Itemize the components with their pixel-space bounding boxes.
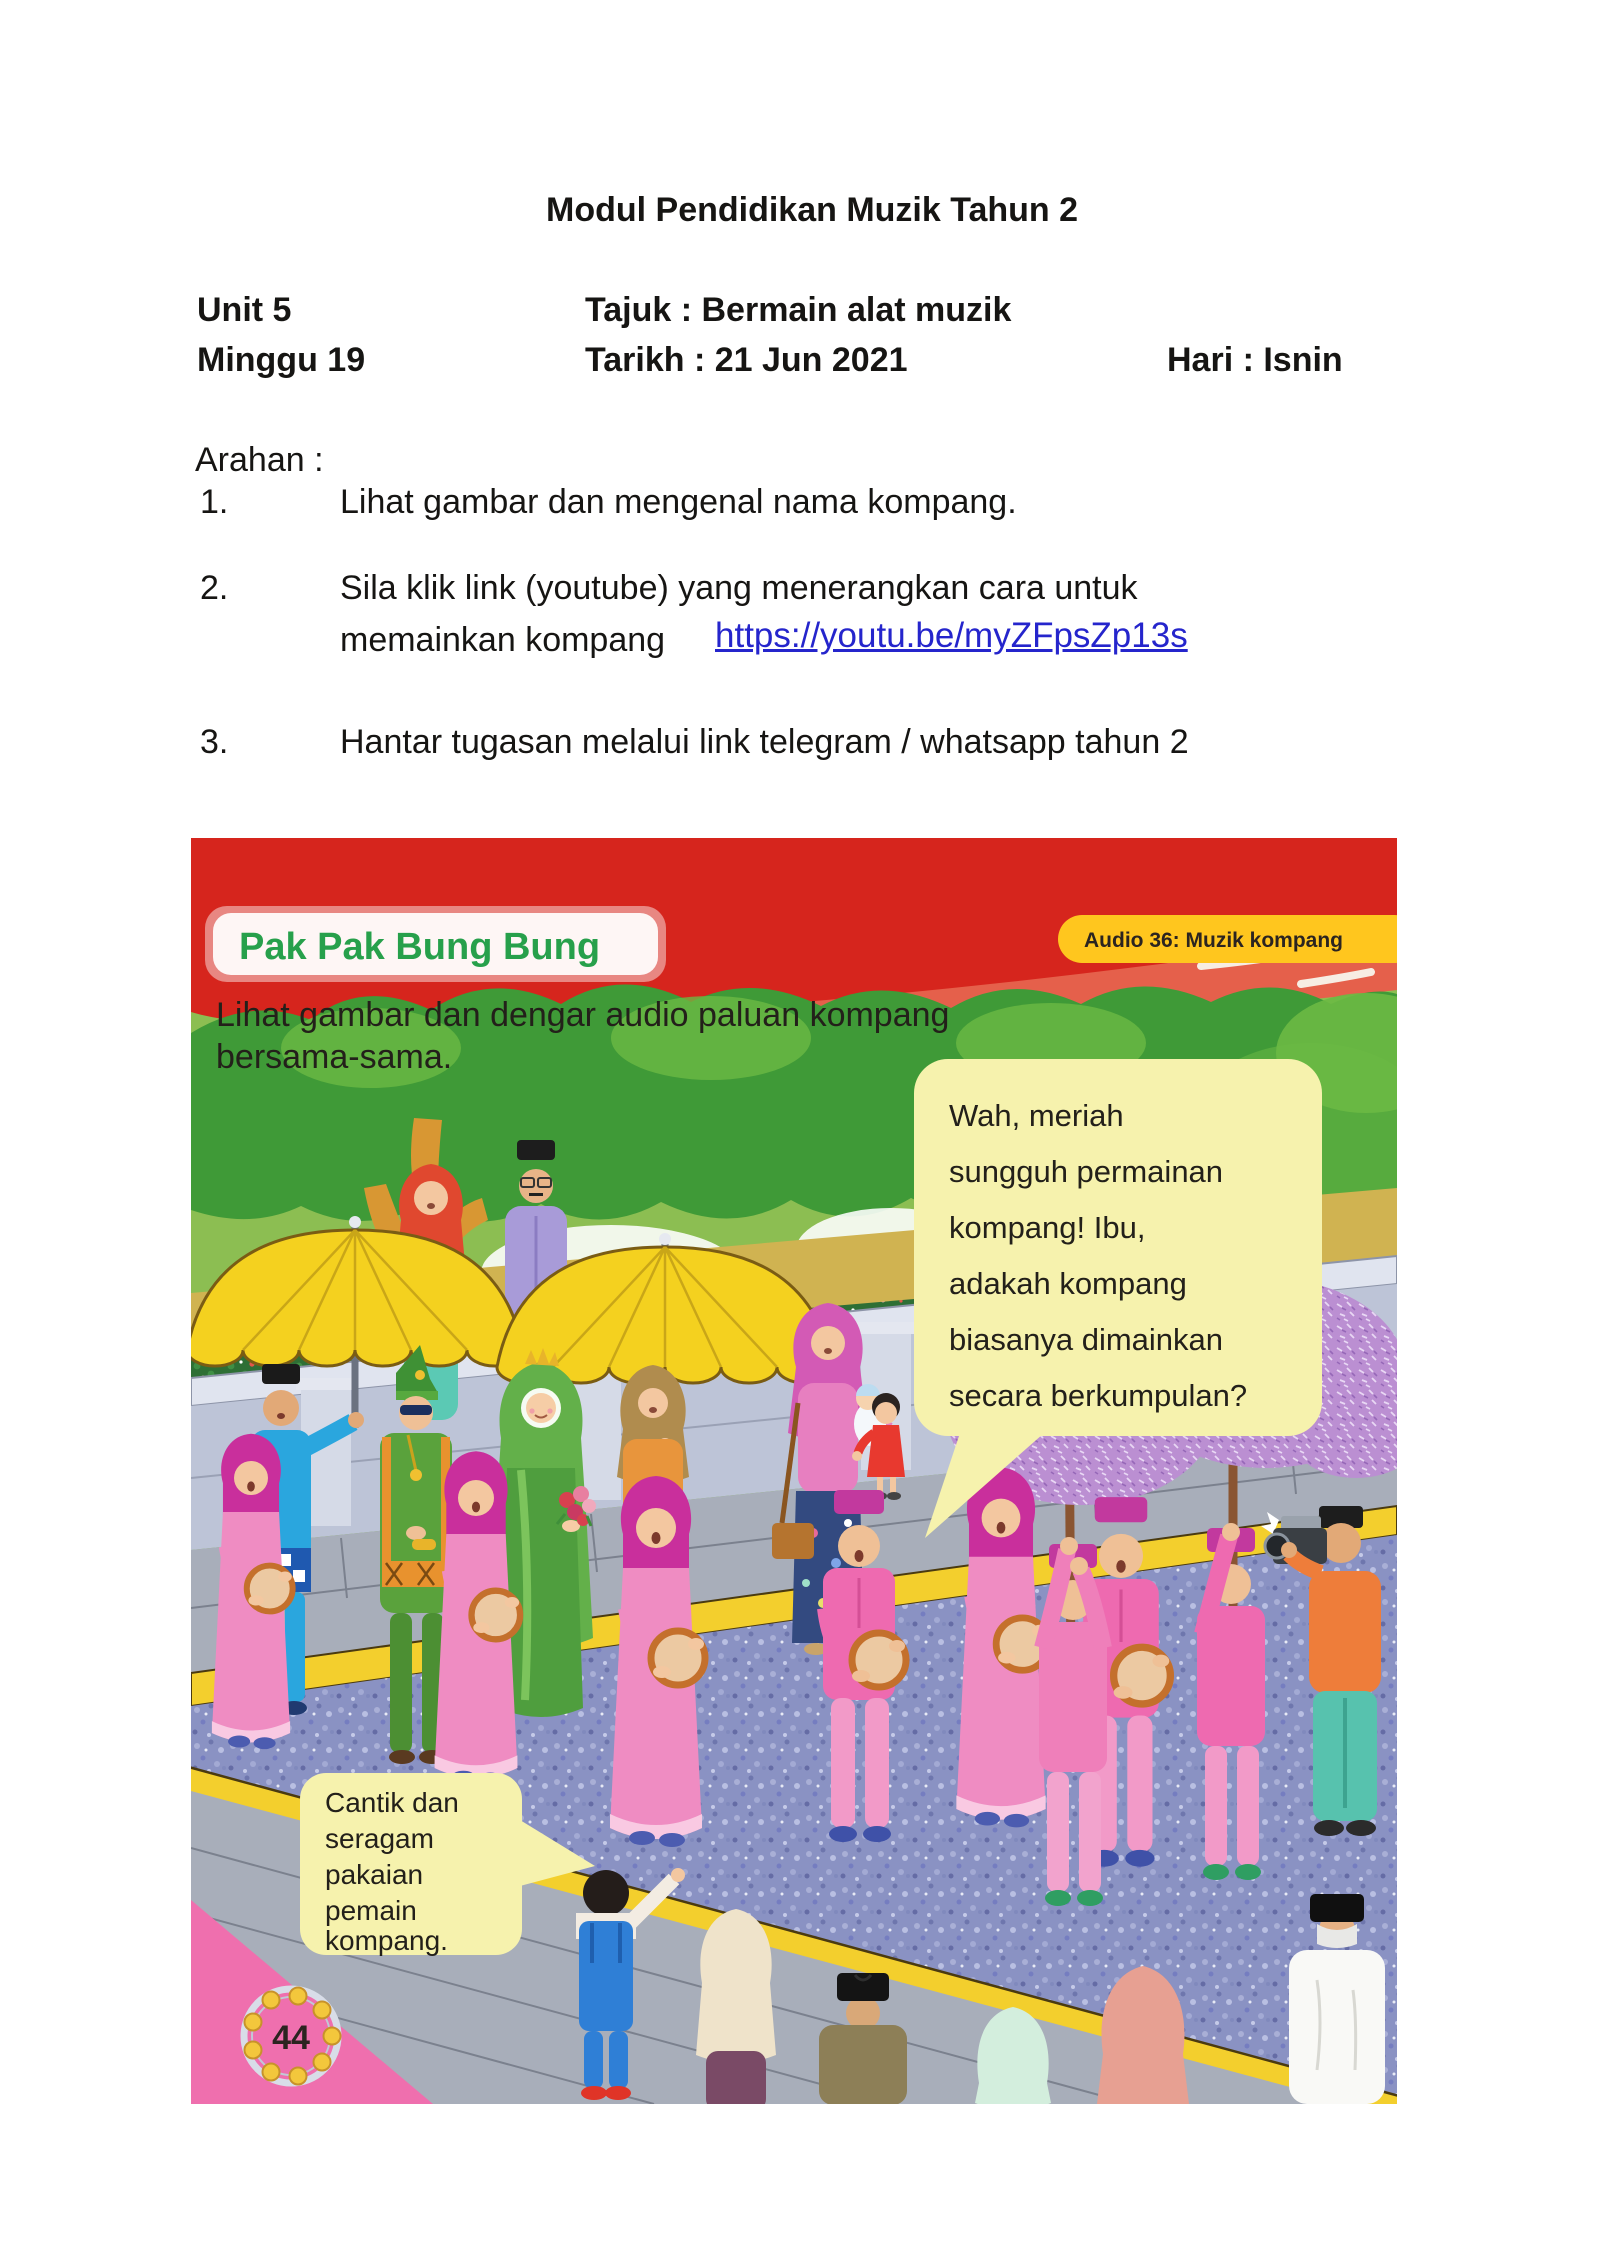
meta-week: Minggu 19 [197,341,366,379]
speech-observer-line2: seragam [325,1823,434,1854]
meta-unit: Unit 5 [197,291,292,329]
audio-tag-label: Audio 36: Muzik kompang [1084,929,1344,952]
speech-child-line2: sungguh permainan [949,1154,1224,1189]
arahan-label: Arahan : [195,441,324,479]
worksheet-illustration [191,838,1397,2104]
speech-observer-line1: Cantik dan [325,1787,459,1818]
speech-observer-line4: pemain [325,1895,417,1926]
page-number: 44 [272,2019,310,2057]
speech-observer-line5: kompang. [325,1925,448,1956]
speech-child-line6: secara berkumpulan? [949,1378,1248,1413]
youtube-link[interactable]: https://youtu.be/myZFpsZp13s [715,616,1188,655]
speech-child-line3: kompang! Ibu, [949,1210,1146,1245]
instruction-2-text-line1: Sila klik link (youtube) yang menerangkan cara untuk [340,569,1138,607]
instruction-3-text: Hantar tugasan melalui link telegram / whatsapp tahun 2 [340,723,1189,761]
spectator-cream-hijab [696,1909,776,2104]
speech-child-line1: Wah, meriah [949,1098,1124,1133]
instruction-3-number: 3. [200,723,229,761]
instruction-1-number: 1. [200,483,229,521]
audio-tag-pill[interactable] [1058,915,1397,963]
speech-child-line5: biasanya dimainkan [949,1322,1224,1357]
scene-instruction-line2: bersama-sama. [216,1038,453,1076]
speech-observer-line3: pakaian [325,1859,424,1890]
speech-child-line4: adakah kompang [949,1266,1187,1301]
meta-date: Tarikh : 21 Jun 2021 [585,341,908,379]
instruction-2-text-line2: memainkan kompang [340,621,666,659]
instruction-2-number: 2. [200,569,229,607]
page-title: Modul Pendidikan Muzik Tahun 2 [546,191,1079,229]
meta-topic: Tajuk : Bermain alat muzik [585,291,1012,329]
song-title: Pak Pak Bung Bung [239,926,601,968]
meta-day: Hari : Isnin [1167,341,1343,379]
scene-instruction-line1: Lihat gambar dan dengar audio paluan kompang [216,996,950,1034]
instruction-1-text: Lihat gambar dan mengenal nama kompang. [340,483,1017,521]
song-title-box [205,906,666,982]
